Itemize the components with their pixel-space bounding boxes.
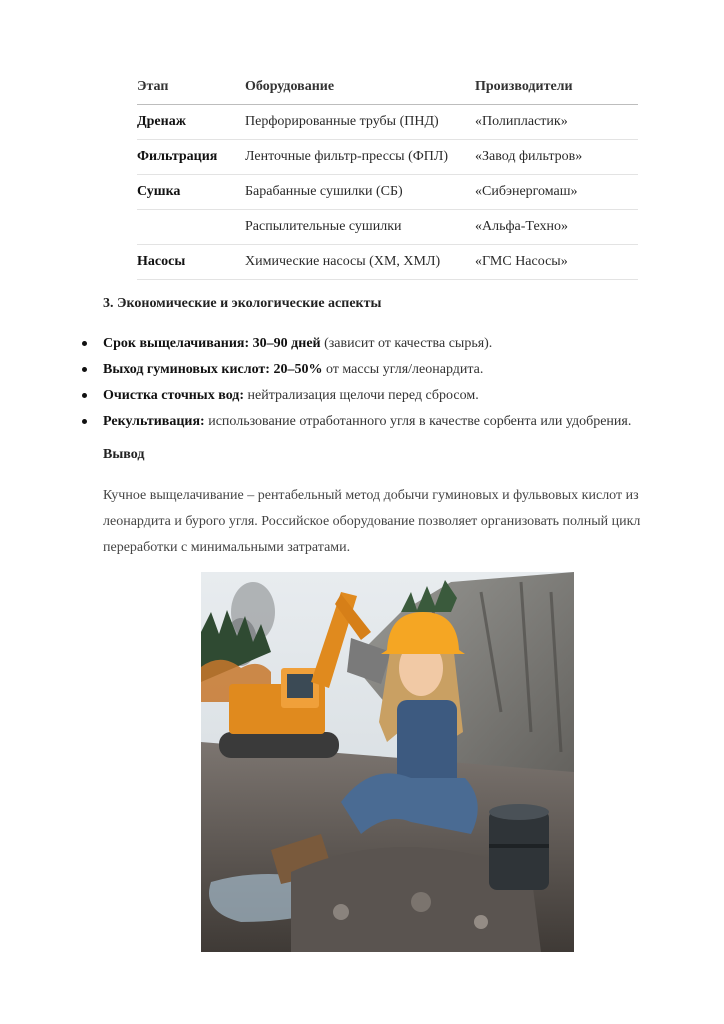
cell-stage: Дренаж <box>137 105 245 140</box>
cell-stage <box>137 210 245 245</box>
barrel-band <box>489 844 549 848</box>
table-row <box>137 210 638 245</box>
list-item-label: Срок выщелачивания: 30–90 дней <box>103 336 321 351</box>
cell-equipment: Барабанные сушилки (СБ) <box>245 175 475 210</box>
conclusion-paragraph: Кучное выщелачивание – рентабельный метод добычи гуминовых и фульвовых кислот из леонардита и бурого угля. Российское оборудование позволяет организовать полный цикл переработки с минимальными затратами. <box>103 488 641 555</box>
table-row <box>137 175 638 210</box>
stone <box>474 915 488 929</box>
cell-maker: «Полипластик» <box>475 105 638 140</box>
list-item-label: Выход гуминовых кислот: 20–50% <box>103 362 323 377</box>
cell-equipment: Химические насосы (ХМ, ХМЛ) <box>245 245 475 280</box>
bullet-icon <box>82 419 87 424</box>
list-item-label: Очистка сточных вод: <box>103 388 245 403</box>
list-item-text: (зависит от качества сырья). <box>320 336 493 351</box>
list-item <box>82 332 682 358</box>
list-item <box>82 358 682 384</box>
list-item-label: Рекультивация: <box>103 414 205 429</box>
cell-maker: «Завод фильтров» <box>475 140 638 175</box>
table-row <box>137 140 638 175</box>
list-item-text: использование отработанного угля в качестве сорбента или удобрения. <box>204 414 632 429</box>
excavator-tracks <box>219 732 339 758</box>
cell-maker: «Сибэнергомаш» <box>475 175 638 210</box>
cell-equipment: Перфорированные трубы (ПНД) <box>245 105 475 140</box>
cell-stage: Фильтрация <box>137 140 245 175</box>
equipment-table <box>137 70 638 280</box>
section-heading: 3. Экономические и экологические аспекты <box>103 296 382 311</box>
excavator-window <box>287 674 313 698</box>
stone <box>333 904 349 920</box>
table-row <box>137 105 638 140</box>
cell-equipment: Ленточные фильтр-прессы (ФПЛ) <box>245 140 475 175</box>
barrel-top <box>489 804 549 820</box>
list-item-text: нейтрализация щелочи перед сбросом. <box>244 388 479 403</box>
bullet-icon <box>82 341 87 346</box>
table-header-row <box>137 70 638 105</box>
column-header-maker: Производители <box>475 70 638 105</box>
stone <box>411 892 431 912</box>
mining-illustration <box>201 572 574 952</box>
barrel <box>489 810 549 890</box>
list-item-text: от массы угля/леонардита. <box>322 362 484 377</box>
bullet-icon <box>82 367 87 372</box>
cell-stage: Сушка <box>137 175 245 210</box>
cell-maker: «ГМС Насосы» <box>475 245 638 280</box>
aspects-list <box>82 332 682 436</box>
column-header-equipment: Оборудование <box>245 70 475 105</box>
table-row <box>137 245 638 280</box>
bullet-icon <box>82 393 87 398</box>
list-item <box>82 384 682 410</box>
column-header-stage: Этап <box>137 70 245 105</box>
list-item <box>82 410 682 436</box>
cell-stage: Насосы <box>137 245 245 280</box>
cell-equipment: Распылительные сушилки <box>245 210 475 245</box>
cell-maker: «Альфа-Техно» <box>475 210 638 245</box>
conclusion-heading: Вывод <box>103 447 145 462</box>
